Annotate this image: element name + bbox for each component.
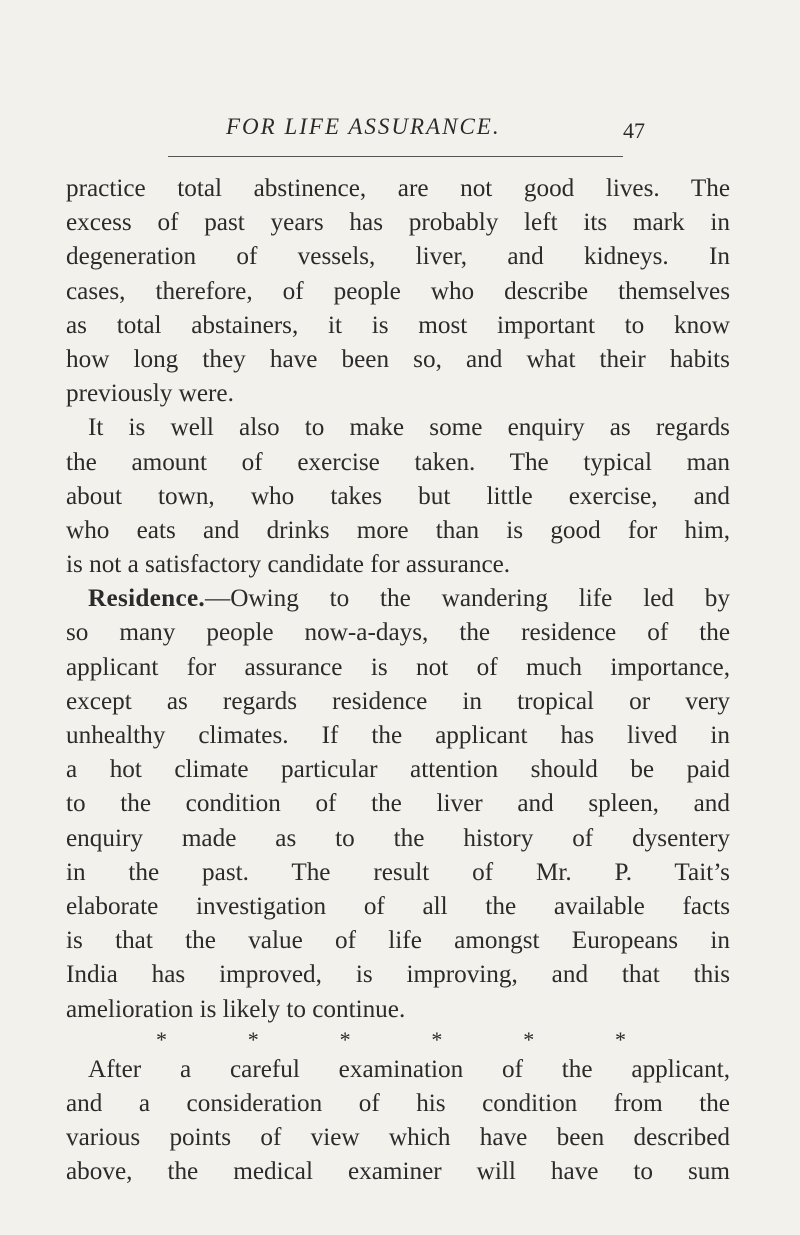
page-header bbox=[168, 104, 645, 157]
text-line: about town, who takes but little exercise, and bbox=[66, 482, 730, 510]
text-line: cases, therefore, of people who describe themselves bbox=[66, 277, 730, 305]
text-line: various points of view which have been described bbox=[66, 1124, 730, 1152]
asterisk: * bbox=[156, 1026, 167, 1052]
text-line: above, the medical examiner will have to sum bbox=[66, 1158, 730, 1186]
paragraph-residence bbox=[66, 582, 730, 1026]
text-line: is not a satisfactory candidate for assurance. bbox=[66, 551, 511, 579]
asterisk: * bbox=[614, 1026, 626, 1052]
text-line: is that the value of life amongst Europeans in bbox=[66, 927, 730, 955]
paragraph-exercise bbox=[66, 411, 730, 582]
text-line: amelioration is likely to continue. bbox=[66, 995, 406, 1023]
text-line: the amount of exercise taken. The typical man bbox=[66, 448, 730, 476]
text-line: to the condition of the liver and spleen, and bbox=[66, 790, 730, 818]
asterisk: * bbox=[523, 1026, 535, 1052]
text-line: India has improved, is improving, and that this bbox=[66, 961, 730, 989]
asterisk: * bbox=[339, 1026, 351, 1052]
text-line: a hot climate particular attention should be paid bbox=[66, 756, 730, 784]
text-line: It is well also to make some enquiry as regards bbox=[88, 414, 730, 442]
text-fragment: —Owing to the wandering life led by bbox=[205, 585, 730, 613]
paragraph-total-abstinence bbox=[66, 172, 730, 411]
text-line: unhealthy climates. If the applicant has lived in bbox=[66, 722, 730, 749]
section-break-asterisks bbox=[156, 1027, 626, 1053]
text-line: elaborate investigation of all the available facts bbox=[66, 892, 730, 920]
text-line: so many people now-a-days, the residence of the bbox=[66, 619, 730, 647]
text-line: in the past. The result of Mr. P. Tait’s bbox=[66, 858, 730, 886]
page-number: 47 bbox=[623, 118, 645, 143]
text-line: how long they have been so, and what their habits bbox=[66, 345, 730, 373]
paragraph-summing-up bbox=[66, 1053, 730, 1190]
asterisk: * bbox=[431, 1026, 443, 1052]
section-heading-residence: Residence. bbox=[88, 585, 206, 613]
text-line bbox=[66, 582, 730, 616]
running-head: FOR LIFE ASSURANCE. bbox=[226, 114, 501, 139]
text-line: enquiry made as to the history of dysentery bbox=[66, 824, 730, 852]
text-line: except as regards residence in tropical or very bbox=[66, 687, 730, 715]
text-line: After a careful examination of the applicant, bbox=[88, 1055, 730, 1083]
text-line: excess of past years has probably left its mark in bbox=[66, 209, 730, 237]
text-line: previously were. bbox=[66, 380, 234, 408]
asterisk: * bbox=[247, 1026, 259, 1052]
text-line: who eats and drinks more than is good for him, bbox=[66, 516, 730, 544]
body-text bbox=[66, 172, 730, 1189]
text-line: as total abstainers, it is most important to know bbox=[66, 311, 730, 339]
text-line: and a consideration of his condition from the bbox=[66, 1089, 730, 1117]
text-line: practice total abstinence, are not good lives. The bbox=[66, 175, 730, 202]
text-line: applicant for assurance is not of much importance, bbox=[66, 653, 730, 681]
text-line: degeneration of vessels, liver, and kidneys. In bbox=[66, 243, 730, 271]
